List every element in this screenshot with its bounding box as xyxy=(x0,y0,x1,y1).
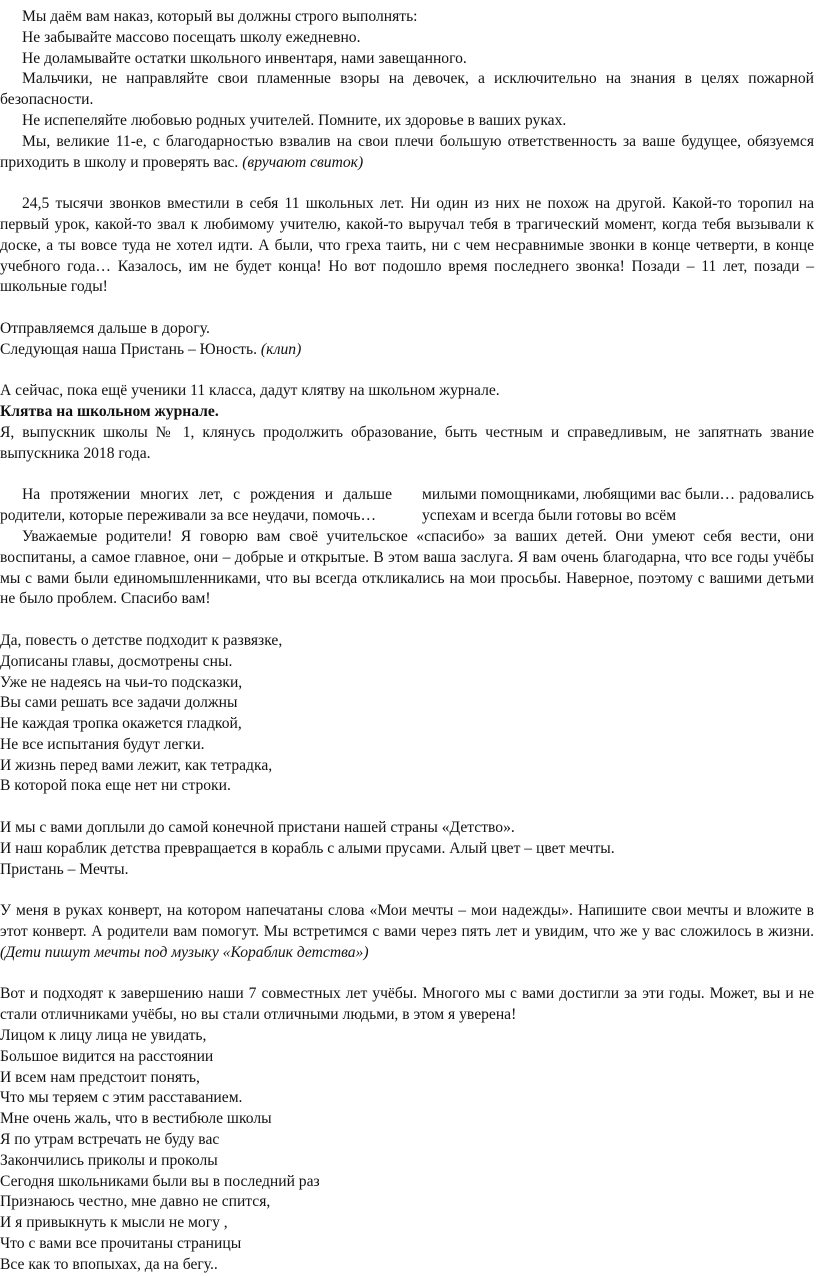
poem-line: И всем нам предстоит понять, xyxy=(0,1068,200,1086)
order-line-2: Не забывайте массово посещать школу ежедневно. xyxy=(22,28,361,46)
spacer xyxy=(0,465,814,486)
spacer xyxy=(0,298,814,319)
journey-line-2-text: Следующая наша Пристань – Юность. xyxy=(0,340,261,358)
poem-line: Да, повесть о детстве подходит к развязке, xyxy=(0,631,283,649)
poem-line: Большое видится на расстоянии xyxy=(0,1047,214,1065)
document-page xyxy=(0,7,814,1276)
spacer xyxy=(0,797,814,818)
poem-line: Не все испытания будут легки. xyxy=(0,735,205,753)
poem-line: Мне очень жаль, что в вестибюле школы xyxy=(0,1110,272,1128)
poem-line: Вы сами решать все задачи должны xyxy=(0,694,238,712)
parents-two-columns xyxy=(0,485,814,527)
parents-thanks-paragraph: Уважаемые родители! Я говорю вам своё учительское «спасибо» за ваших детей. Они умеют себя вести, они воспитаны, а самое главное, они – добрые и открытые. В этом ваша заслуга. Я вам очень благодарна, что все годы учёбы мы с вами были единомышленниками, что вы всегда откликались на мои просьбы. Наверное, поэтому с вашими детьми не было проблем. Спасибо вам! xyxy=(0,527,814,608)
stage-direction-scroll: (вручают свиток) xyxy=(242,153,364,171)
oath-text: Я, выпускник школы № 1, клянусь продолжить образование, быть честным и справедливым, не запятнать звание выпускника 2018 года. xyxy=(0,423,814,462)
poem-line: Что мы теряем с этим расставанием. xyxy=(0,1089,243,1107)
order-line-1: Мы даём вам наказ, который вы должны строго выполнять: xyxy=(22,8,418,25)
poem-line: И я привыкнуть к мысли не могу , xyxy=(0,1214,228,1232)
dreams-line-1: И мы с вами доплыли до самой конечной пристани нашей страны «Детство». xyxy=(0,819,515,837)
journey-line-1: Отправляемся дальше в дорогу. xyxy=(0,319,210,337)
poem-line: Я по утрам встречать не буду вас xyxy=(0,1131,220,1149)
spacer xyxy=(0,964,814,985)
spacer xyxy=(0,361,814,382)
spacer xyxy=(0,610,814,631)
poem-line: Дописаны главы, досмотрены сны. xyxy=(0,652,233,670)
oath-heading: Клятва на школьном журнале. xyxy=(0,403,219,421)
oath-intro: А сейчас, пока ещё ученики 11 класса, дадут клятву на школьном журнале. xyxy=(0,382,500,400)
poem-line: Что с вами все прочитаны страницы xyxy=(0,1235,242,1253)
poem-farewell xyxy=(0,1026,814,1276)
poem-line: Сегодня школьниками были вы в последний раз xyxy=(0,1172,320,1190)
poem-line: Уже не надеясь на чьи-то подсказки, xyxy=(0,673,243,691)
poem-line: Все как то впопыхах, да на бегу.. xyxy=(0,1255,218,1273)
journey-line-2 xyxy=(0,340,814,361)
parents-column-left: На протяжении многих лет, с рождения и дальше родители, которые переживали за все неудачи, помочь… xyxy=(0,486,392,525)
poem-line: Закончились приколы и проколы xyxy=(0,1151,218,1169)
final-paragraph: Вот и подходят к завершению наши 7 совместных лет учёбы. Многого мы с вами достигли за эти годы. Может, вы и не стали отличниками учёбы, но вы стали отличными людьми, в этом я уверена! xyxy=(0,985,814,1024)
dreams-line-3: Пристань – Мечты. xyxy=(0,860,129,878)
poem-line: Не каждая тропка окажется гладкой, xyxy=(0,715,242,733)
poem-line: Лицом к лицу лица не увидать, xyxy=(0,1027,207,1045)
spacer xyxy=(0,173,814,194)
stage-direction-clip: (клип) xyxy=(260,340,302,358)
dreams-line-2: И наш кораблик детства превращается в корабль с алыми прусами. Алый цвет – цвет мечты. xyxy=(0,839,615,857)
envelope-text: У меня в руках конверт, на котором напечатаны слова «Мои мечты – мои надежды». Напишите свои мечты и вложите в этот конверт. А родители вам помогут. Мы встретимся с вами через пять лет и увидим, что же у вас сложилось в жизни. xyxy=(0,902,814,941)
poem-line: В которой пока еще нет ни строки. xyxy=(0,777,231,795)
order-line-3: Не доламывайте остатки школьного инвентаря, нами завещанного. xyxy=(22,49,467,67)
envelope-paragraph xyxy=(0,901,814,963)
order-final-text: Мы, великие 11-е, с благодарностью взвалив на свои плечи большую ответственность за ваше будущее, обязуемся приходить в школу и проверять вас. xyxy=(0,132,814,171)
poem-line: И жизнь перед вами лежит, как тетрадка, xyxy=(0,756,273,774)
poem-line: Признаюсь честно, мне давно не спится, xyxy=(0,1193,271,1211)
bells-paragraph: 24,5 тысячи звонков вместили в себя 11 школьных лет. Ни один из них не похож на другой. Какой-то торопил на первый урок, какой-то звал к любимому учителю, какой-то выручал тебя в трагический момент, когда тебя вызывали к доске, а ты вовсе туда не хотел идти. А были, что греха таить, ни с чем несравнимые звонки в конце четверти, в конце учебного года… Казалось, им не будет конца! Но вот подошло время последнего звонка! Позади – 11 лет, позади – школьные годы! xyxy=(0,195,814,296)
poem-childhood xyxy=(0,631,814,797)
stage-direction-dreams: (Дети пишут мечты под музыку «Кораблик детства») xyxy=(0,943,369,961)
order-line-4: Мальчики, не направляйте свои пламенные взоры на девочек, а исключительно на знания в целях пожарной безопасности. xyxy=(0,70,814,109)
spacer xyxy=(0,880,814,901)
parents-column-right: милыми помощниками, любящими вас были… радовались успехам и всегда были готовы во всём xyxy=(422,486,814,525)
order-final-paragraph xyxy=(0,132,814,174)
order-line-5: Не испепеляйте любовью родных учителей. Помните, их здоровье в ваших руках. xyxy=(22,111,567,129)
